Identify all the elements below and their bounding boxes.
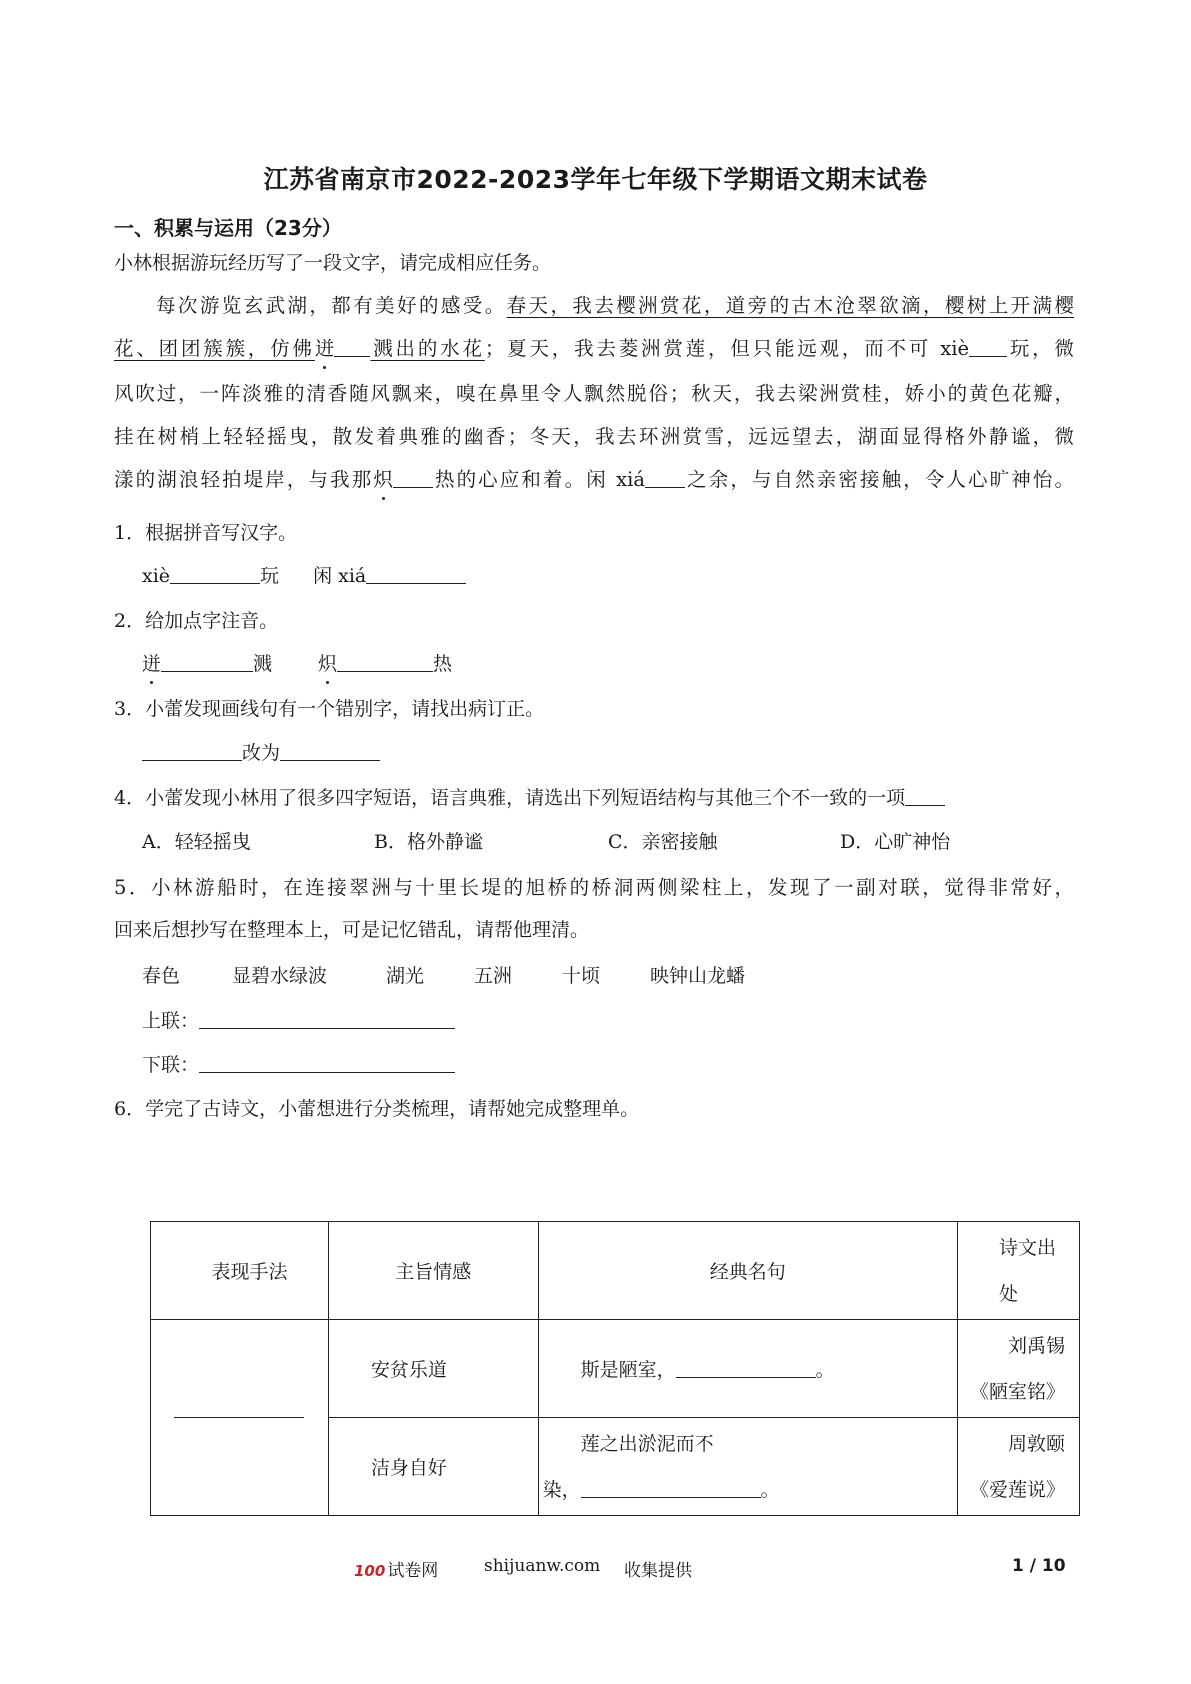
underlined-sentence: 花、团团簇簇，仿佛迸 溅出的水花 xyxy=(114,337,485,360)
footer-url[interactable]: shijuanw.com xyxy=(484,1556,601,1576)
page-number: 1 / 10 xyxy=(1012,1556,1066,1576)
source-cell: 周敦颐 《爱莲说》 xyxy=(958,1418,1080,1516)
couplet-word: 十顷 xyxy=(562,965,601,987)
blank-line[interactable] xyxy=(969,338,1007,357)
couplet-word: 春色 xyxy=(142,965,181,987)
header-quote: 经典名句 xyxy=(538,1222,958,1320)
source-cell: 刘禹锡 《陋室铭》 xyxy=(958,1320,1080,1418)
passage-line-3: 风吹过，一阵淡雅的清香随风飘来，嗅在鼻里令人飘然脱俗；秋天，我去梁洲赏桂，娇小的黄色花瓣， xyxy=(114,382,1074,405)
answer-blank[interactable] xyxy=(280,742,380,761)
passage-text: 每次游览玄武湖，都有美好的感受。 xyxy=(156,294,507,317)
blank-line[interactable] xyxy=(334,338,370,357)
intro-text: 小林根据游玩经历写了一段文字，请完成相应任务。 xyxy=(114,252,552,274)
question-6: 6．学完了古诗文，小蕾想进行分类梳理，请帮她完成整理单。 xyxy=(114,1098,640,1120)
answer-blank[interactable] xyxy=(170,565,260,584)
passage-line-1 xyxy=(156,290,1074,318)
question-3: 3．小蕾发现画线句有一个错别字，请找出病订正。 xyxy=(114,698,545,720)
upper-couplet-blank[interactable] xyxy=(199,1010,455,1029)
header-source: 诗文出处 xyxy=(958,1222,1080,1320)
question-5-line-2: 回来后想抄写在整理本上，可是记忆错乱，请帮他理清。 xyxy=(114,919,590,941)
q1-answers: xiè 玩 闲 xiá xyxy=(142,561,466,588)
upper-couplet-row: 上联： xyxy=(142,1006,455,1033)
dotted-char: 炽 xyxy=(373,464,393,492)
question-5-line-1: 5．小林游船时，在连接翠洲与十里长堤的旭桥的桥洞两侧梁柱上，发现了一副对联，觉得非常好， xyxy=(114,876,1074,899)
lower-couplet-row: 下联： xyxy=(142,1050,455,1077)
answer-blank[interactable] xyxy=(161,653,253,672)
passage-line-5: 漾的湖浪轻拍堤岸，与我那炽 热的心应和着。闲 xiá 之余，与自然亲密接触，令人心旷神怡。 xyxy=(114,464,1074,492)
lower-couplet-blank[interactable] xyxy=(199,1054,455,1073)
option-c[interactable]: C．亲密接触 xyxy=(608,831,718,853)
blank-line[interactable] xyxy=(393,469,433,488)
footer-brand: 100 试卷网 xyxy=(354,1561,439,1581)
table-row xyxy=(151,1320,1080,1418)
site-logo: 100 xyxy=(354,1562,386,1580)
emotion-cell: 洁身自好 xyxy=(328,1418,538,1516)
couplet-word: 湖光 xyxy=(386,965,425,987)
option-a[interactable]: A．轻轻摇曳 xyxy=(142,831,251,853)
couplet-word: 显碧水绿波 xyxy=(232,965,328,987)
option-d[interactable]: D．心旷神怡 xyxy=(840,831,951,853)
option-b[interactable]: B．格外静谧 xyxy=(374,831,483,853)
header-technique: 表现手法 xyxy=(151,1222,329,1320)
passage-line-2 xyxy=(114,333,1074,361)
answer-blank[interactable] xyxy=(676,1359,816,1378)
page-title: 江苏省南京市2022-2023学年七年级下学期语文期末试卷 xyxy=(263,165,928,194)
table-header-row xyxy=(151,1222,1080,1320)
question-1: 1．根据拼音写汉字。 xyxy=(114,522,298,544)
footer-provided: 收集提供 xyxy=(624,1561,692,1581)
question-2: 2．给加点字注音。 xyxy=(114,610,279,632)
q2-answers: 迸 溅 炽 热 xyxy=(142,649,452,676)
couplet-word: 五洲 xyxy=(474,965,513,987)
answer-blank[interactable] xyxy=(142,742,242,761)
answer-blank[interactable] xyxy=(337,653,433,672)
answer-blank[interactable] xyxy=(905,787,945,806)
dotted-char: 迸 xyxy=(142,649,161,676)
underlined-sentence: 春天，我去樱洲赏花，道旁的古木沧翠欲滴，樱树上开满樱 xyxy=(506,294,1074,317)
quote-cell: 莲之出淤泥而不 染， 。 xyxy=(538,1418,958,1516)
question-4: 4．小蕾发现小林用了很多四字短语，语言典雅，请选出下列短语结构与其他三个不一致的一项 xyxy=(114,783,945,810)
couplet-word: 映钟山龙蟠 xyxy=(650,965,746,987)
answer-blank[interactable] xyxy=(581,1479,761,1498)
quote-cell: 斯是陋室， 。 xyxy=(538,1320,958,1418)
passage-text: 玩，微 xyxy=(1007,337,1074,360)
answer-blank[interactable] xyxy=(366,565,466,584)
header-emotion: 主旨情感 xyxy=(328,1222,538,1320)
section-heading: 一、积累与运用（23分） xyxy=(114,216,342,240)
emotion-cell: 安贫乐道 xyxy=(328,1320,538,1418)
dotted-char: 炽 xyxy=(318,649,337,676)
q3-answers: 改为 xyxy=(142,738,380,765)
passage-text: ；夏天，我去菱洲赏莲，但只能远观，而不可 xiè xyxy=(484,337,969,360)
blank-line[interactable] xyxy=(645,469,685,488)
technique-cell[interactable] xyxy=(151,1320,329,1516)
answer-blank[interactable] xyxy=(174,1417,304,1418)
summary-table xyxy=(150,1221,1080,1516)
passage-line-4: 挂在树梢上轻轻摇曳，散发着典雅的幽香；冬天，我去环洲赏雪，远远望去，湖面显得格外静谧，微 xyxy=(114,425,1074,448)
dotted-char: 迸 xyxy=(315,333,335,361)
